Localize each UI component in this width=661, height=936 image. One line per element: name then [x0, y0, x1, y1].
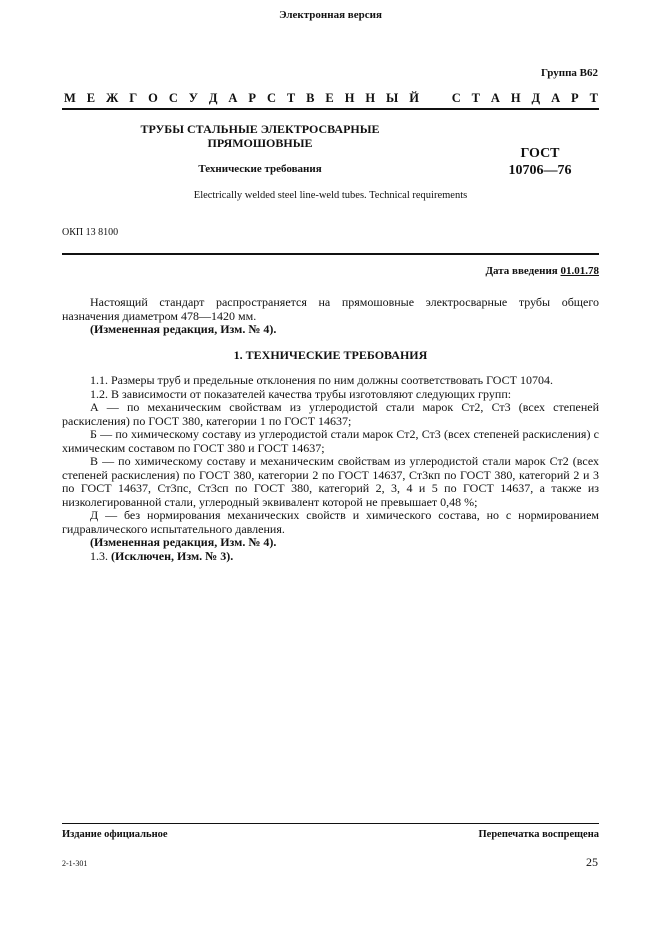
- paragraph-1-2: 1.2. В зависимости от показателей качества трубы изготовляют следующих групп:: [90, 386, 512, 401]
- heading-letter: Д: [208, 91, 218, 105]
- group-v-paragraph: В — по химическому составу и механическим свойствам из углеродистой стали марок Ст2 (всех степеней раскисления) по ГОСТ 380, категории 2 по ГОСТ 14637, Ст3кп по ГОСТ 380, категорий 2 и 3 по ГОСТ 14637, Ст3пс, Ст3сп по ГОСТ 380, категорий 2, 3, 4 и 5 по ГОСТ 14637, а также из низколегированной стали, углеродный эквивалент которой не превышает 0,48 %;: [62, 454, 599, 509]
- paragraph-1-3-text: (Исключен, Изм. № 3).: [111, 548, 234, 563]
- document-title: [120, 122, 400, 150]
- reprint-prohibited-label: Перепечатка воспрещена: [478, 829, 599, 840]
- english-title: Electrically welded steel line-weld tubes. Technical requirements: [193, 190, 468, 201]
- group-label: Группа В62: [540, 67, 598, 79]
- title-line-2: ПРЯМОШОВНЫЕ: [207, 136, 313, 150]
- heading-letter: У: [188, 91, 198, 105]
- document-subtitle: Технические требования: [198, 163, 322, 175]
- group-d-paragraph: Д — без нормирования механических свойств и химического состава, но с нормированием гидравлического испытательного давления.: [62, 508, 599, 536]
- heading-letter: А: [228, 91, 238, 105]
- heading-letter: Й: [409, 91, 419, 105]
- introduction-date: [485, 265, 599, 277]
- date-value: 01.01.78: [560, 265, 599, 277]
- heading-letter: Р: [571, 91, 579, 105]
- date-label: Дата введения: [485, 265, 558, 277]
- heading-letter: В: [306, 91, 315, 105]
- heading-letter: Ж: [106, 91, 119, 105]
- heading-letter: Ы: [386, 91, 399, 105]
- interstate-standard-heading: [64, 91, 598, 106]
- top-rule: [62, 108, 599, 110]
- okp-code: ОКП 13 8100: [62, 227, 119, 238]
- official-edition-label: Издание официальное: [62, 829, 168, 840]
- page-number: 25: [586, 855, 598, 869]
- heading-letter: М: [64, 91, 76, 105]
- title-line-1: ТРУБЫ СТАЛЬНЫЕ ЭЛЕКТРОСВАРНЫЕ: [140, 122, 380, 136]
- document-body: [62, 296, 599, 563]
- heading-letter: А: [490, 91, 500, 105]
- electronic-version-label: Электронная версия: [279, 9, 382, 21]
- intro-edit-note: (Измененная редакция, Изм. № 4).: [90, 322, 277, 336]
- group-a-paragraph: А — по механическим свойствам из углеродистой стали марок Ст2, Ст3 (всех степеней раскисления) по ГОСТ 380, категории 1 по ГОСТ 14637;: [62, 400, 599, 428]
- heading-letter: О: [148, 91, 158, 105]
- paragraph-1-3-number: 1.3.: [90, 548, 111, 563]
- gost-number: 10706—76: [508, 163, 572, 178]
- section-heading: 1. ТЕХНИЧЕСКИЕ ТРЕБОВАНИЯ: [233, 347, 428, 362]
- heading-letter: Е: [325, 91, 334, 105]
- edit-note-2: (Измененная редакция, Изм. № 4).: [90, 535, 277, 549]
- heading-letter: Н: [365, 91, 376, 105]
- heading-letter: С: [168, 91, 178, 105]
- heading-letter: Е: [86, 91, 96, 105]
- heading-letter: Т: [286, 91, 296, 105]
- heading-letter: Д: [531, 91, 541, 105]
- heading-letter: Т: [471, 91, 480, 105]
- paragraph-1-3: [62, 550, 599, 564]
- gost-label: ГОСТ: [520, 146, 560, 161]
- middle-rule: [62, 253, 599, 255]
- heading-letter: С: [451, 91, 461, 105]
- heading-letter: Р: [248, 91, 257, 105]
- gost-designation: [490, 145, 590, 179]
- paragraph-1-1: 1.1. Размеры труб и предельные отклонения по ним должны соответствовать ГОСТ 10704.: [90, 373, 553, 387]
- heading-letter: Н: [510, 91, 521, 105]
- intro-paragraph: Настоящий стандарт распространяется на прямошовные электросварные трубы общего назначения диаметром 478—1420 мм.: [62, 295, 599, 323]
- group-b-paragraph: Б — по химическому составу из углеродистой стали марок Ст2, Ст3 (всех степеней раскисления) с химическим составом по ГОСТ 380 и ГОСТ 14637;: [62, 427, 599, 455]
- print-code: 2-1-301: [62, 859, 88, 868]
- footer-rule: [62, 823, 599, 824]
- heading-letter: Т: [589, 91, 598, 105]
- heading-letter: Г: [129, 91, 138, 105]
- heading-letter: С: [266, 91, 276, 105]
- heading-letter: Н: [344, 91, 355, 105]
- heading-letter: А: [551, 91, 561, 105]
